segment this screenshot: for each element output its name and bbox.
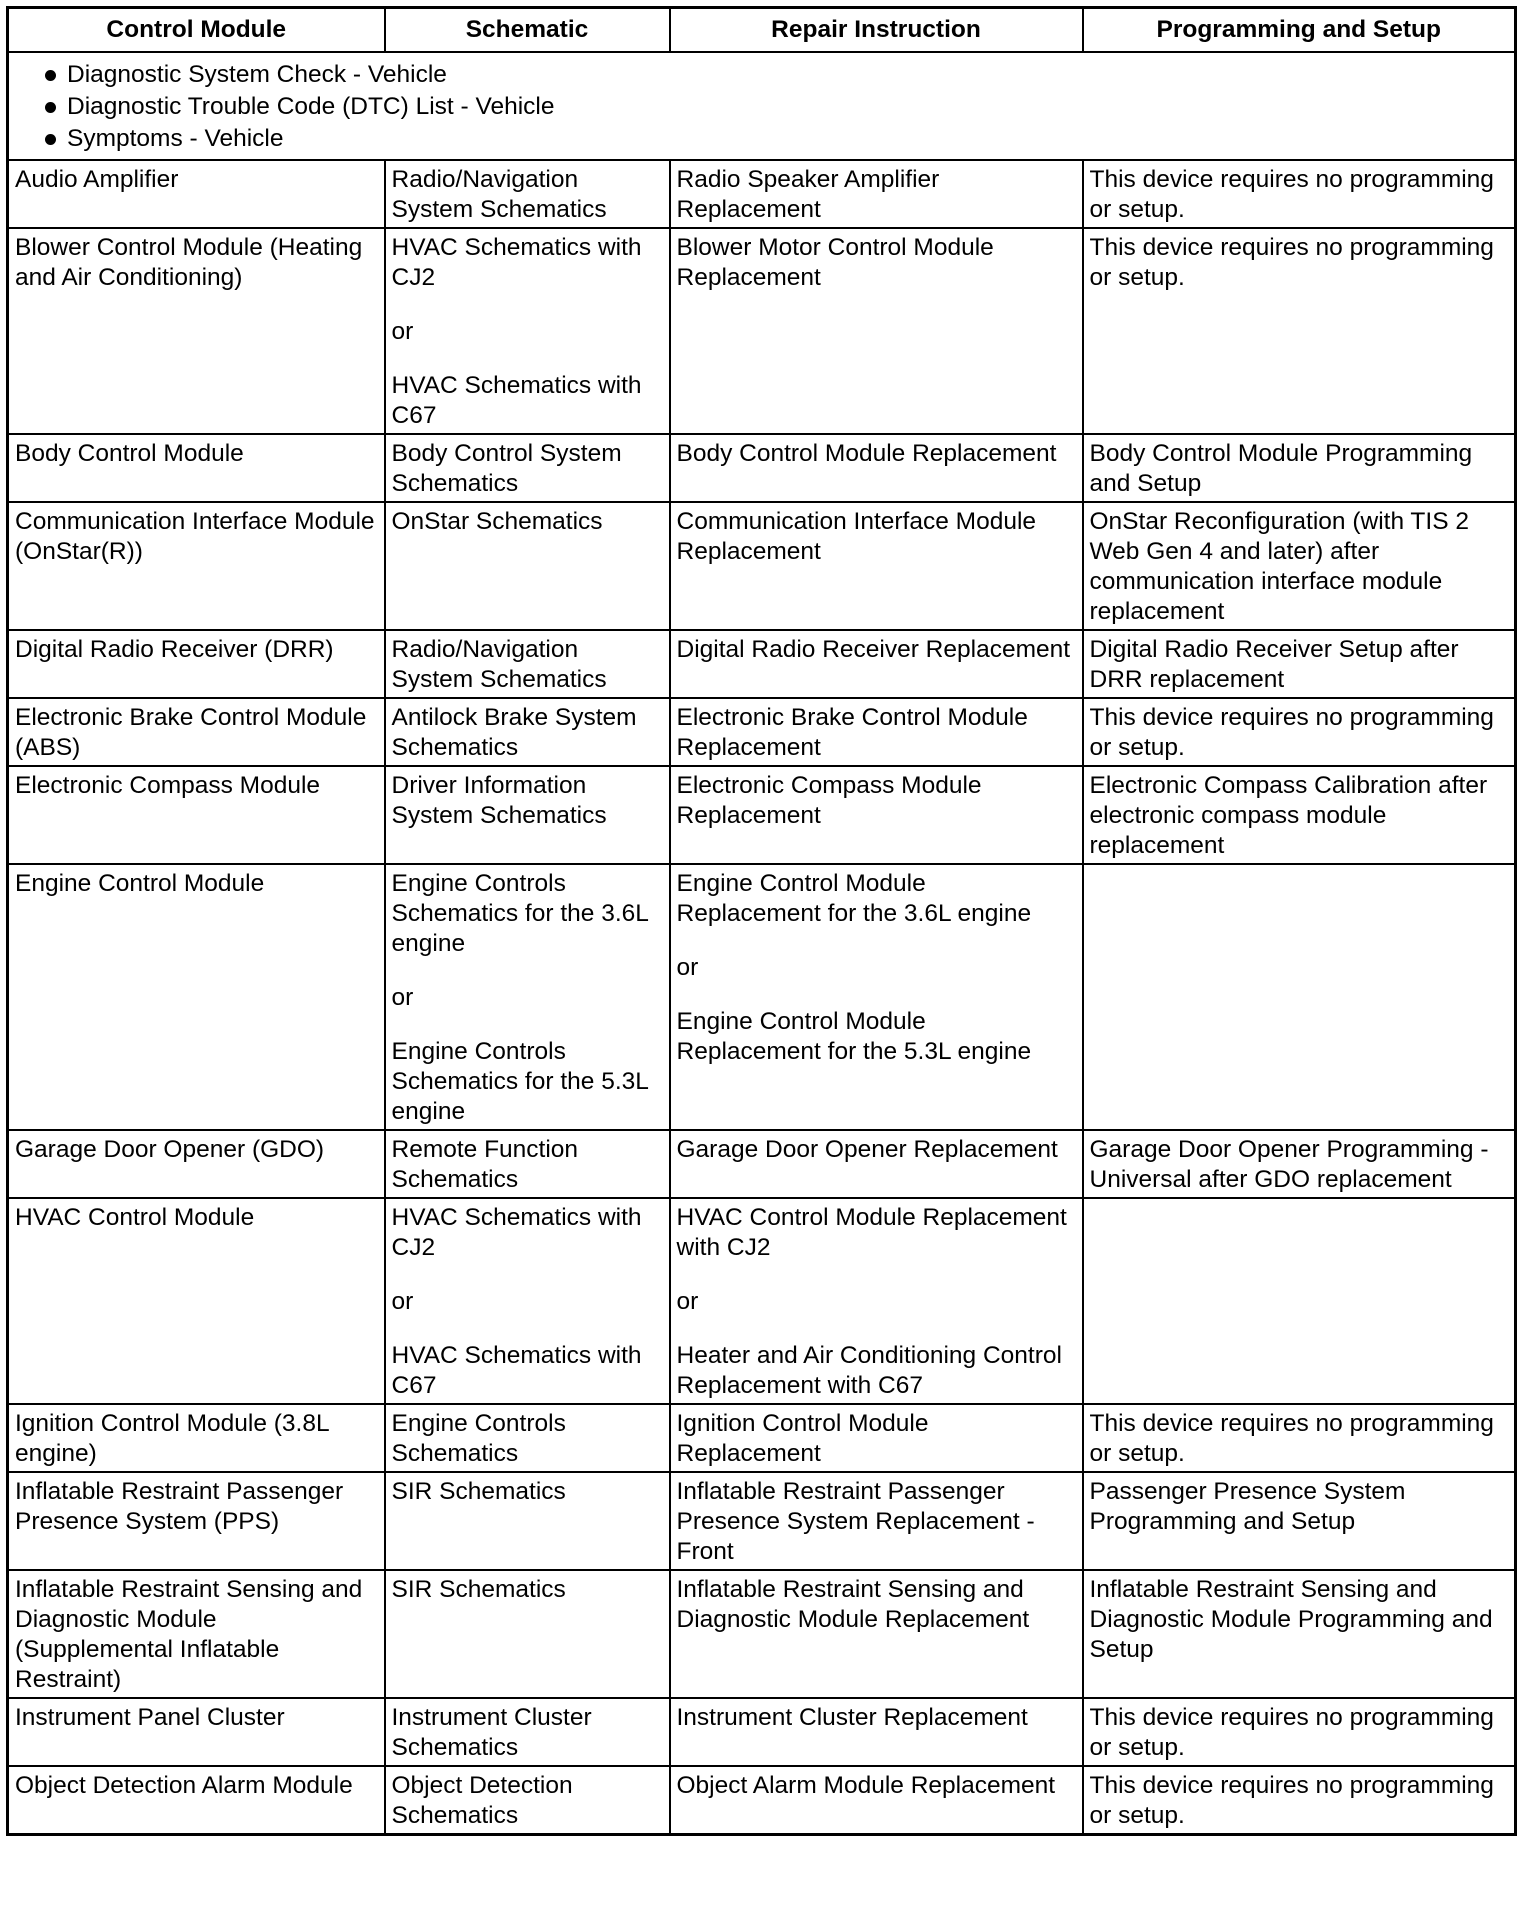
repair-instruction-link[interactable]: Engine Control Module Replacement for the 3.6L engine	[676, 870, 1032, 927]
schematic-link[interactable]: Engine Controls Schematics for the 5.3L engine	[391, 1038, 648, 1125]
schematic-link[interactable]: Radio/Navigation System Schematics	[391, 636, 607, 693]
programming-setup-cell[interactable]: This device requires no programming or setup.	[1083, 228, 1516, 434]
schematic-link[interactable]: Instrument Cluster Schematics	[391, 1704, 592, 1761]
repair-instruction-cell	[670, 1198, 1083, 1404]
repair-instruction-cell	[670, 630, 1083, 698]
programming-setup-cell[interactable]: Body Control Module Programming and Setup	[1083, 434, 1516, 502]
control-module-cell: Garage Door Opener (GDO)	[8, 1130, 385, 1198]
control-module-cell: Instrument Panel Cluster	[8, 1698, 385, 1766]
programming-setup-cell[interactable]: This device requires no programming or setup.	[1083, 160, 1516, 228]
repair-instruction-link[interactable]: Instrument Cluster Replacement	[676, 1704, 1028, 1731]
table-row	[8, 434, 1516, 502]
repair-instruction-cell	[670, 698, 1083, 766]
table-row	[8, 766, 1516, 864]
table-row	[8, 1698, 1516, 1766]
repair-instruction-cell	[670, 502, 1083, 630]
schematic-link[interactable]: SIR Schematics	[391, 1478, 566, 1505]
programming-setup-cell[interactable]: Electronic Compass Calibration after electronic compass module replacement	[1083, 766, 1516, 864]
repair-instruction-cell	[670, 160, 1083, 228]
schematic-link[interactable]: Body Control System Schematics	[391, 440, 622, 497]
repair-instruction-cell	[670, 864, 1083, 1130]
programming-setup-cell[interactable]: This device requires no programming or setup.	[1083, 698, 1516, 766]
intro-link-system-check[interactable]: Diagnostic System Check - Vehicle	[31, 59, 1508, 91]
control-module-cell: Inflatable Restraint Sensing and Diagnostic Module (Supplemental Inflatable Restraint)	[8, 1570, 385, 1698]
repair-instruction-link[interactable]: Ignition Control Module Replacement	[676, 1410, 929, 1467]
repair-instruction-link[interactable]: Inflatable Restraint Sensing and Diagnostic Module Replacement	[676, 1576, 1030, 1633]
table-row	[8, 864, 1516, 1130]
schematic-link[interactable]: HVAC Schematics with CJ2	[391, 234, 642, 291]
repair-instruction-link[interactable]: HVAC Control Module Replacement with CJ2	[676, 1204, 1067, 1261]
schematic-link[interactable]: HVAC Schematics with CJ2	[391, 1204, 642, 1261]
control-module-cell: Digital Radio Receiver (DRR)	[8, 630, 385, 698]
schematic-link[interactable]: Antilock Brake System Schematics	[391, 704, 637, 761]
programming-setup-cell[interactable]: Passenger Presence System Programming and Setup	[1083, 1472, 1516, 1570]
schematic-cell	[385, 1766, 670, 1835]
programming-setup-cell[interactable]: Inflatable Restraint Sensing and Diagnostic Module Programming and Setup	[1083, 1570, 1516, 1698]
repair-instruction-link[interactable]: Garage Door Opener Replacement	[676, 1136, 1058, 1163]
control-module-cell: Inflatable Restraint Passenger Presence System (PPS)	[8, 1472, 385, 1570]
repair-instruction-cell	[670, 1570, 1083, 1698]
repair-instruction-cell	[670, 1698, 1083, 1766]
repair-instruction-link[interactable]: Electronic Compass Module Replacement	[676, 772, 982, 829]
schematic-link[interactable]: OnStar Schematics	[391, 508, 603, 535]
table-row	[8, 1766, 1516, 1835]
repair-instruction-link[interactable]: Electronic Brake Control Module Replacement	[676, 704, 1028, 761]
repair-instruction-link[interactable]: Communication Interface Module Replacement	[676, 508, 1037, 565]
intro-link-symptoms[interactable]: Symptoms - Vehicle	[31, 123, 1508, 155]
repair-instruction-cell	[670, 1766, 1083, 1835]
control-module-cell: Ignition Control Module (3.8L engine)	[8, 1404, 385, 1472]
repair-instruction-cell	[670, 1404, 1083, 1472]
schematic-cell	[385, 160, 670, 228]
programming-setup-cell[interactable]: Digital Radio Receiver Setup after DRR replacement	[1083, 630, 1516, 698]
schematic-link[interactable]: Engine Controls Schematics for the 3.6L engine	[391, 870, 648, 957]
repair-instruction-link[interactable]: Heater and Air Conditioning Control Replacement with C67	[676, 1342, 1062, 1399]
schematic-cell	[385, 1404, 670, 1472]
schematic-link[interactable]: Engine Controls Schematics	[391, 1410, 566, 1467]
control-module-cell: Electronic Compass Module	[8, 766, 385, 864]
table-row	[8, 630, 1516, 698]
schematic-link[interactable]: HVAC Schematics with C67	[391, 372, 642, 429]
control-module-cell: HVAC Control Module	[8, 1198, 385, 1404]
schematic-cell	[385, 1698, 670, 1766]
schematic-cell	[385, 502, 670, 630]
intro-link-list	[15, 59, 1508, 155]
schematic-cell	[385, 1570, 670, 1698]
schematic-cell	[385, 434, 670, 502]
intro-cell	[8, 52, 1516, 160]
schematic-cell	[385, 228, 670, 434]
repair-instruction-cell	[670, 766, 1083, 864]
programming-setup-cell[interactable]: OnStar Reconfiguration (with TIS 2 Web Gen 4 and later) after communication interface module replacement	[1083, 502, 1516, 630]
table-row	[8, 1130, 1516, 1198]
schematic-link[interactable]: Radio/Navigation System Schematics	[391, 166, 607, 223]
repair-instruction-link[interactable]: Radio Speaker Amplifier Replacement	[676, 166, 940, 223]
schematic-link[interactable]: Driver Information System Schematics	[391, 772, 607, 829]
repair-instruction-cell	[670, 228, 1083, 434]
schematic-link[interactable]: SIR Schematics	[391, 1576, 566, 1603]
schematic-cell	[385, 1472, 670, 1570]
table-row	[8, 502, 1516, 630]
schematic-link[interactable]: Object Detection Schematics	[391, 1772, 573, 1829]
control-module-cell: Audio Amplifier	[8, 160, 385, 228]
control-module-cell: Engine Control Module	[8, 864, 385, 1130]
schematic-cell	[385, 1198, 670, 1404]
header-schematic: Schematic	[385, 8, 670, 53]
table-row	[8, 228, 1516, 434]
schematic-link[interactable]: Remote Function Schematics	[391, 1136, 579, 1193]
programming-setup-cell[interactable]: This device requires no programming or setup.	[1083, 1698, 1516, 1766]
or-separator: or	[391, 984, 414, 1011]
repair-instruction-link[interactable]: Digital Radio Receiver Replacement	[676, 636, 1071, 663]
table-row	[8, 160, 1516, 228]
programming-setup-cell[interactable]: This device requires no programming or setup.	[1083, 1766, 1516, 1835]
repair-instruction-link[interactable]: Engine Control Module Replacement for the 5.3L engine	[676, 1008, 1032, 1065]
programming-setup-cell	[1083, 864, 1516, 1130]
table-row	[8, 1404, 1516, 1472]
repair-instruction-cell	[670, 1472, 1083, 1570]
repair-instruction-link[interactable]: Blower Motor Control Module Replacement	[676, 234, 994, 291]
table-header-row	[8, 8, 1516, 53]
control-module-cell: Electronic Brake Control Module (ABS)	[8, 698, 385, 766]
control-module-table	[6, 6, 1517, 1836]
table-row	[8, 1198, 1516, 1404]
programming-setup-cell[interactable]: This device requires no programming or setup.	[1083, 1404, 1516, 1472]
programming-setup-cell	[1083, 1198, 1516, 1404]
or-separator: or	[391, 1288, 414, 1315]
schematic-cell	[385, 1130, 670, 1198]
control-module-cell: Object Detection Alarm Module	[8, 1766, 385, 1835]
intro-link-dtc-list[interactable]: Diagnostic Trouble Code (DTC) List - Vehicle	[31, 91, 1508, 123]
or-separator: or	[676, 1288, 699, 1315]
programming-setup-cell[interactable]: Garage Door Opener Programming - Universal after GDO replacement	[1083, 1130, 1516, 1198]
repair-instruction-link[interactable]: Object Alarm Module Replacement	[676, 1772, 1056, 1799]
control-module-cell: Body Control Module	[8, 434, 385, 502]
header-control-module: Control Module	[8, 8, 385, 53]
control-module-cell: Communication Interface Module (OnStar(R))	[8, 502, 385, 630]
intro-row	[8, 52, 1516, 160]
table-row	[8, 698, 1516, 766]
repair-instruction-cell	[670, 1130, 1083, 1198]
table-row	[8, 1570, 1516, 1698]
control-module-cell: Blower Control Module (Heating and Air Conditioning)	[8, 228, 385, 434]
header-programming-setup: Programming and Setup	[1083, 8, 1516, 53]
repair-instruction-link[interactable]: Body Control Module Replacement	[676, 440, 1057, 467]
repair-instruction-link[interactable]: Inflatable Restraint Passenger Presence System Replacement - Front	[676, 1478, 1035, 1565]
schematic-cell	[385, 864, 670, 1130]
schematic-cell	[385, 766, 670, 864]
schematic-cell	[385, 698, 670, 766]
schematic-cell	[385, 630, 670, 698]
header-repair-instruction: Repair Instruction	[670, 8, 1083, 53]
or-separator: or	[676, 954, 699, 981]
repair-instruction-cell	[670, 434, 1083, 502]
schematic-link[interactable]: HVAC Schematics with C67	[391, 1342, 642, 1399]
or-separator: or	[391, 318, 414, 345]
table-row	[8, 1472, 1516, 1570]
